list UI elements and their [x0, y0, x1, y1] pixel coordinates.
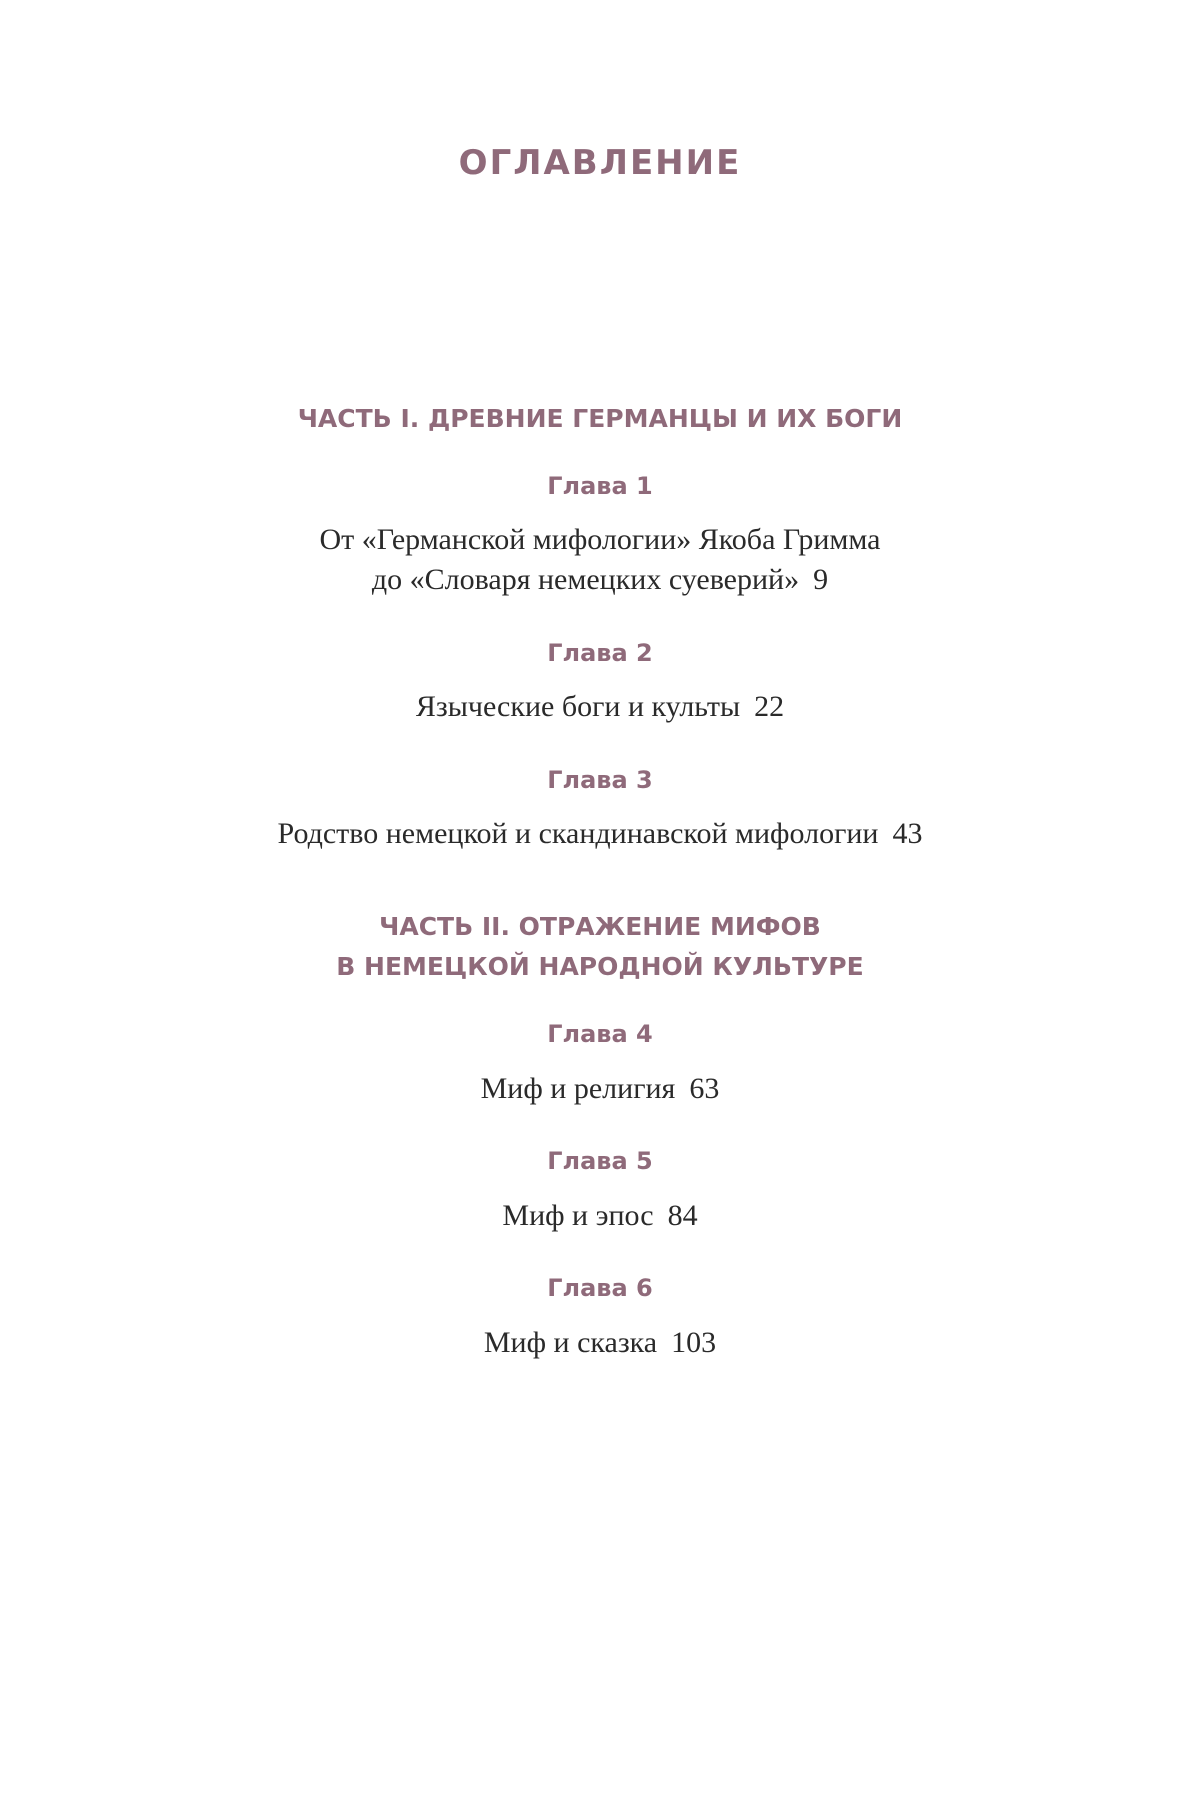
chapter-1-page-number: 9 [813, 563, 829, 596]
chapter-1-label: Глава 1 [547, 472, 653, 500]
part-1-heading: ЧАСТЬ I. ДРЕВНИЕ ГЕРМАНЦЫ И ИХ БОГИ [297, 404, 903, 433]
chapter-5-entry[interactable] [0, 1199, 1200, 1233]
chapter-2-page-number: 22 [754, 690, 785, 723]
chapter-1-title-line-1[interactable]: От «Германской мифологии» Якоба Гримма [319, 523, 881, 556]
chapter-1-title-line-2[interactable] [0, 563, 1200, 597]
part-2-heading-line-1: ЧАСТЬ II. ОТРАЖЕНИЕ МИФОВ [379, 912, 821, 941]
chapter-5-title: Миф и эпос [502, 1199, 654, 1232]
chapter-6-page-number: 103 [671, 1326, 717, 1359]
chapter-6-entry[interactable] [0, 1326, 1200, 1360]
page-title: ОГЛАВЛЕНИЕ [458, 143, 742, 183]
chapter-3-label: Глава 3 [547, 766, 653, 794]
chapter-5-label: Глава 5 [547, 1147, 653, 1175]
chapter-2-title: Языческие боги и культы [415, 690, 741, 723]
chapter-2-entry[interactable] [0, 690, 1200, 724]
part-2-heading-line-2: В НЕМЕЦКОЙ НАРОДНОЙ КУЛЬТУРЕ [336, 952, 864, 981]
chapter-4-entry[interactable] [0, 1072, 1200, 1106]
chapter-4-label: Глава 4 [547, 1020, 653, 1048]
chapter-3-title: Родство немецкой и скандинавской мифологии [277, 817, 879, 850]
chapter-4-title: Миф и религия [480, 1072, 676, 1105]
chapter-6-title: Миф и сказка [483, 1326, 658, 1359]
chapter-2-label: Глава 2 [547, 639, 653, 667]
chapter-6-label: Глава 6 [547, 1274, 653, 1302]
chapter-5-page-number: 84 [667, 1199, 698, 1232]
chapter-3-entry[interactable] [0, 817, 1200, 851]
chapter-4-page-number: 63 [689, 1072, 720, 1105]
chapter-1-title-line-2-text: до «Словаря немецких суеверий» [371, 563, 800, 596]
chapter-3-page-number: 43 [892, 817, 923, 850]
